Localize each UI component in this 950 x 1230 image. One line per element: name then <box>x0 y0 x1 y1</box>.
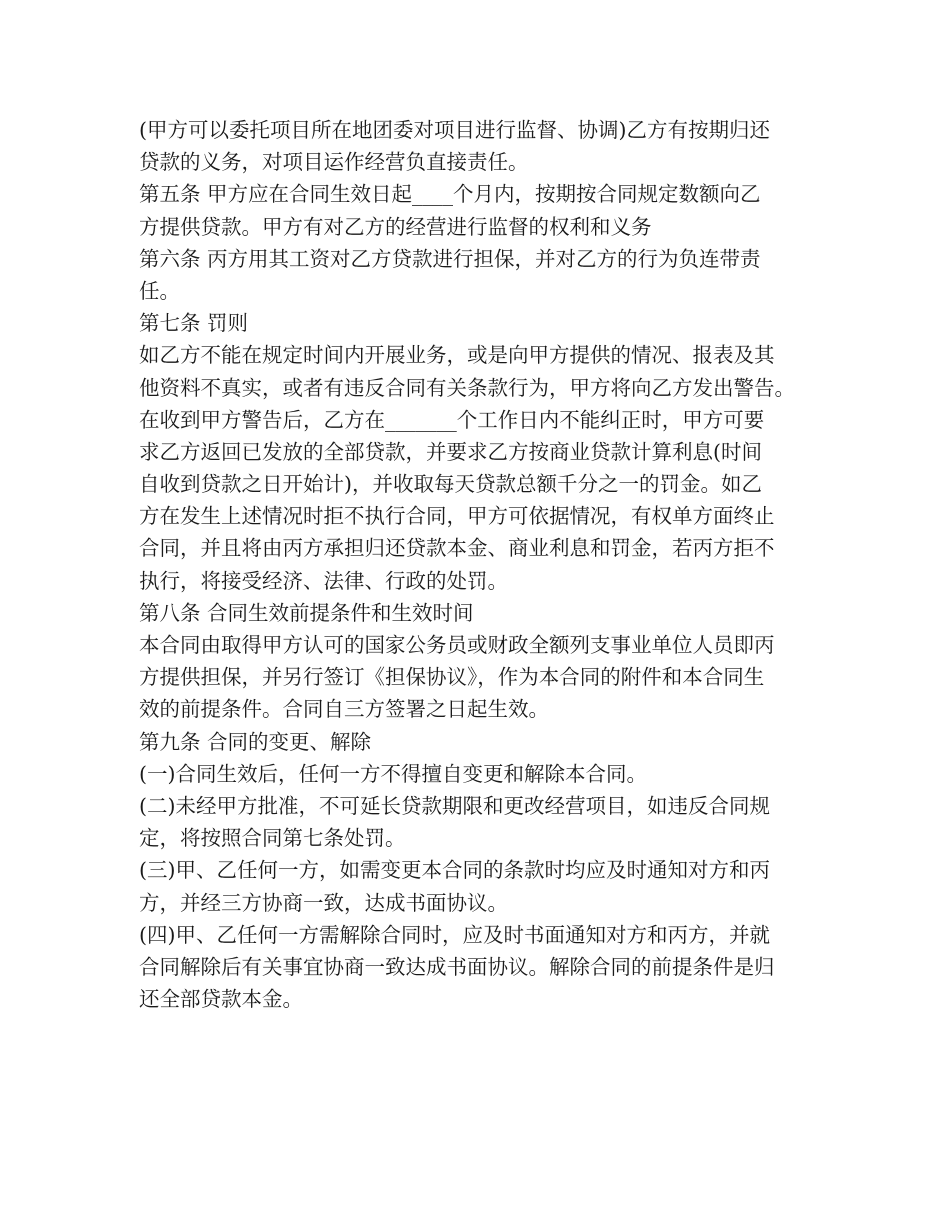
text-line: 任。 <box>139 278 180 303</box>
clause-2-line: (二)未经甲方批准，不可延长贷款期限和更改经营项目，如违反合同规 <box>139 793 770 818</box>
document-body <box>139 114 819 1015</box>
article-9-heading: 第九条 合同的变更、解除 <box>139 729 372 754</box>
article-7-heading: 第七条 罚则 <box>139 311 249 336</box>
clause-1-line: (一)合同生效后，任何一方不得擅自变更和解除本合同。 <box>139 761 647 786</box>
clause-4-line: (四)甲、乙任何一方需解除合同时，应及时书面通知对方和丙方，并就 <box>139 922 770 947</box>
text-line: 求乙方返回已发放的全部贷款，并要求乙方按商业贷款计算利息(时间 <box>139 439 762 464</box>
text-line: (甲方可以委托项目所在地团委对项目进行监督、协调)乙方有按期归还 <box>139 118 770 142</box>
text-line: 本合同由取得甲方认可的国家公务员或财政全额列支事业单位人员即丙 <box>139 633 775 657</box>
text-line: 在收到甲方警告后，乙方在_______个工作日内不能纠正时，甲方可要 <box>139 407 765 432</box>
clause-3-line: (三)甲、乙任何一方，如需变更本合同的条款时均应及时通知对方和丙 <box>139 858 770 883</box>
text-line: 方，并经三方协商一致，达成书面协议。 <box>139 890 508 915</box>
article-8-heading: 第八条 合同生效前提条件和生效时间 <box>139 600 474 625</box>
text-line: 合同解除后有关事宜协商一致达成书面协议。解除合同的前提条件是归 <box>139 954 775 979</box>
text-line: 合同，并且将由丙方承担归还贷款本金、商业利息和罚金，若丙方拒不 <box>139 536 775 561</box>
article-5-line: 第五条 甲方应在合同生效日起____个月内，按期按合同规定数额向乙 <box>139 182 761 207</box>
text-line: 执行，将接受经济、法律、行政的处罚。 <box>139 568 508 593</box>
text-line: 方提供担保，并另行签订《担保协议》，作为本合同的附件和本合同生 <box>139 665 765 690</box>
text-line: 效的前提条件。合同自三方签署之日起生效。 <box>139 697 549 722</box>
text-line: 方在发生上述情况时拒不执行合同，甲方可依据情况，有权单方面终止 <box>139 504 775 529</box>
text-line: 方提供贷款。甲方有对乙方的经营进行监督的权利和义务 <box>139 214 652 239</box>
text-line: 贷款的义务，对项目运作经营负直接责任。 <box>139 150 529 175</box>
text-line: 自收到贷款之日开始计)，并收取每天贷款总额千分之一的罚金。如乙 <box>139 472 762 497</box>
article-6-line: 第六条 丙方用其工资对乙方贷款进行担保，并对乙方的行为负连带责 <box>139 246 761 271</box>
text-line: 如乙方不能在规定时间内开展业务，或是向甲方提供的情况、报表及其 <box>139 343 775 368</box>
text-line: 定，将按照合同第七条处罚。 <box>139 826 406 851</box>
text-line: 他资料不真实，或者有违反合同有关条款行为，甲方将向乙方发出警告。 <box>139 375 795 400</box>
text-line: 还全部贷款本金。 <box>139 987 303 1012</box>
